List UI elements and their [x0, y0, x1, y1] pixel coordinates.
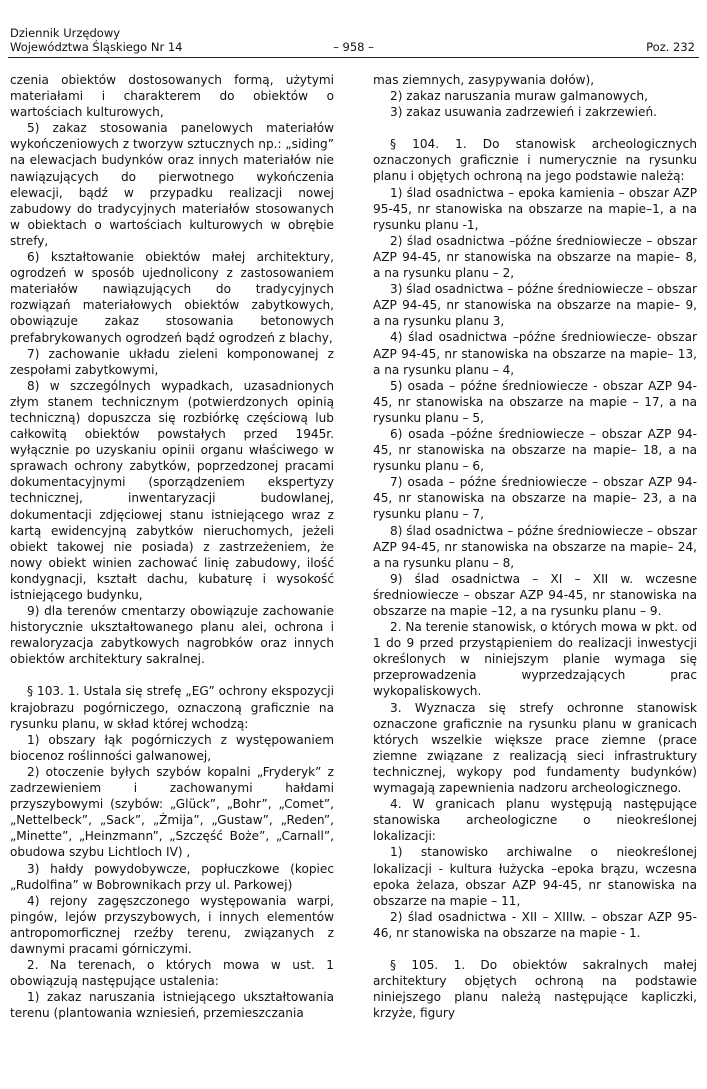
position-number: Poz. 232 — [646, 40, 695, 54]
paragraph: 4. W granicach planu występują następujące stanowiska archeologiczne o nieokreślonej lokalizacji: — [373, 797, 697, 844]
paragraph: 7) zachowanie układu zieleni komponowanej z zespołami zabytkowymi, — [10, 346, 334, 377]
paragraph: 4) rejony zagęszczonego występowania warpi, pingów, lejów przyszybowych, i innych elementów antropomorficznej rzeźby terenu, związanych z dawnymi pracami górniczymi. — [10, 893, 334, 956]
paragraph: 1) stanowisko archiwalne o nieokreślonej lokalizacji - kultura łużycka –epoka brązu, wczesna epoka żelaza, obszar AZP 94-45, nr stanowiska na obszarze na mapie – 11, — [373, 845, 697, 908]
journal-title-line-2: Województwa Śląskiego Nr 14 — [10, 40, 183, 54]
paragraph: 3) zakaz usuwania zadrzewień i zakrzewień. — [390, 105, 657, 120]
paragraph: 3) ślad osadnictwa – późne średniowiecze – obszar AZP 94-45, nr stanowiska na obszarze na mapie– 9, a na rysunku planu 3, — [373, 282, 697, 329]
paragraph: 2. Na terenie stanowisk, o których mowa w pkt. od 1 do 9 przed przystąpieniem do realizacji inwestycji określonych w niniejszym planie wymaga się przeprowadzenia wyprzedzających prac wykopaliskowych. — [373, 620, 698, 699]
paragraph: 8) ślad osadnictwa – późne średniowiecze – obszar AZP 94-45, nr stanowiska na obszarze na mapie– 24, a na rysunku planu – 8, — [373, 523, 697, 570]
paragraph: 9) ślad osadnictwa – XI – XII w. wczesne średniowiecze – obszar AZP 94-45, nr stanowiska na obszarze na mapie –12, a na rysunku planu – 9. — [373, 571, 697, 618]
paragraph: 4) ślad osadnictwa –późne średniowiecze- obszar AZP 94-45, nr stanowiska na obszarze na mapie– 13, a na rysunku planu – 4, — [373, 330, 697, 377]
paragraph: 2. Na terenach, o których mowa w ust. 1 obowiązują następujące ustalenia: — [10, 958, 334, 989]
paragraph: 6) kształtowanie obiektów małej architektury, ogrodzeń w sposób ujednolicony z zastosowaniem materiałów nawiązujących do tradycyjnych rozwiązań materiałowych obiektów zabytkowych, obowiązuje zakaz stosowania betonowych prefabrykowanych ogrodzeń bądź ogrodzeń z blachy, — [10, 250, 334, 345]
header-divider — [8, 57, 699, 58]
paragraph: 3. Wyznacza się strefy ochronne stanowisk oznaczone graficznie na rysunku planu w granicach których wszelkie większe prace ziemne (prace ziemne związane z realizacją sieci infrastruktury technicznej, wykopy pod fundamenty budynków) wymagają zapewnienia nadzoru archeologicznego. — [373, 700, 697, 796]
paragraph: 2) ślad osadnictwa - XII – XIIIw. – obszar AZP 95-46, nr stanowiska na obszarze na mapie - 1. — [373, 909, 697, 940]
paragraph-spacer — [373, 941, 697, 957]
paragraph-spacer — [373, 120, 697, 136]
paragraph: 6) osada –późne średniowiecze – obszar AZP 94-45, nr stanowiska na obszarze na mapie– 18, a na rysunku planu – 6, — [373, 426, 697, 474]
paragraph: § 104. 1. Do stanowisk archeologicznych oznaczonych graficznie i numerycznie na rysunku planu i objętych ochroną na jego podstawie należą: — [373, 137, 697, 184]
paragraph: 1) ślad osadnictwa – epoka kamienia – obszar AZP 95-45, nr stanowiska na obszarze na mapie–1, a na rysunku planu -1, — [373, 185, 697, 232]
journal-title-line-1: Dziennik Urzędowy — [10, 26, 121, 40]
paragraph: 3) hałdy powydobywcze, popłuczkowe (kopiec „Rudolfina” w Bobrownikach przy ul. Parkowej) — [10, 861, 334, 892]
paragraph: 5) zakaz stosowania panelowych materiałów wykończeniowych z tworzyw sztucznych np.: „siding” na elewacjach budynków oraz innych materiałów nie nawiązujących do pierwotnego wykończenia elewacji, bądź w przypadku realizacji nowej zabudowy do tradycyjnych materiałów stosowanych w obiektach o wartościach kulturowych w obrębie strefy, — [10, 121, 334, 248]
paragraph: czenia obiektów dostosowanych formą, użytymi materiałami i charakterem do obiektów o wartościach kulturowych, — [10, 73, 334, 120]
page-number: – 958 – — [333, 40, 374, 54]
paragraph: § 103. 1. Ustala się strefę „EG” ochrony ekspozycji krajobrazu pogórniczego, oznaczoną graficznie na rysunku planu, w skład której wchodzą: — [10, 684, 334, 731]
paragraph: § 105. 1. Do obiektów sakralnych małej architektury objętych ochroną na podstawie niniejszego planu należą następujące kapliczki, krzyże, figury — [373, 957, 697, 1021]
page-header — [0, 0, 707, 62]
paragraph: 7) osada – późne średniowiecze – obszar AZP 94-45, nr stanowiska na obszarze na mapie– 23, a na rysunku planu – 7, — [373, 475, 697, 522]
paragraph: 5) osada – późne średniowiecze - obszar AZP 94-45, nr stanowiska na obszarze na mapie – 17, a na rysunku planu – 5, — [373, 378, 697, 425]
paragraph: 2) ślad osadnictwa –późne średniowiecze – obszar AZP 94-45, nr stanowiska na obszarze na mapie– 8, a na rysunku planu – 2, — [373, 233, 697, 281]
paragraph: mas ziemnych, zasypywania dołów), — [373, 73, 595, 87]
paragraph: 9) dla terenów cmentarzy obowiązuje zachowanie historycznie ukształtowanego planu alei, ochrona i rewaloryzacja zabytkowych nagrobków oraz innych obiektów architektury sakralnej. — [10, 604, 334, 667]
paragraph: 1) zakaz naruszania istniejącego ukształtowania terenu (plantowania wzniesień, przemieszczania — [10, 990, 334, 1021]
left-text-column — [10, 72, 334, 1021]
paragraph: 8) w szczególnych wypadkach, uzasadnionych złym stanem technicznym (potwierdzonych opinią techniczną) dopuszcza się rozbiórkę częściową lub całkowitą obiektów powstałych przed 1945r. wyłącznie po uzyskaniu opinii organu właściwego w sprawach ochrony zabytków, poprzedzonej pracami dokumentacyjnymi (sporządzeniem ekspertyzy technicznej, inwentaryzacji budowlanej, dokumentacji zdjęciowej stanu istniejącego wraz z kartą ewidencyjną zabytków nieruchomych, jeżeli obiekt takowej nie posiada) z zastrzeżeniem, że nowy obiekt winien zachować linię zabudowy, ilość kondygnacji, kształt dachu, kubaturę i wysokość istniejącego budynku, — [10, 378, 334, 602]
right-text-column — [373, 72, 697, 1021]
paragraph: 2) otoczenie byłych szybów kopalni „Fryderyk” z zadrzewieniem i zachowanymi hałdami przyszybowymi (szybów: „Glück”, „Bohr”, „Comet”, „Nettelbeck”, „Sack”, „Żmija”, „Gustaw”, „Reden”, „Minette”, „Heinzmann”, „Szczęść Boże”, „Carnall”, obudowa szybu Lichtloch IV) , — [10, 764, 334, 860]
paragraph-spacer — [10, 667, 334, 683]
paragraph: 2) zakaz naruszania muraw galmanowych, — [390, 89, 648, 104]
paragraph: 1) obszary łąk pogórniczych z występowaniem biocenoz roślinności galwanowej, — [10, 732, 334, 763]
